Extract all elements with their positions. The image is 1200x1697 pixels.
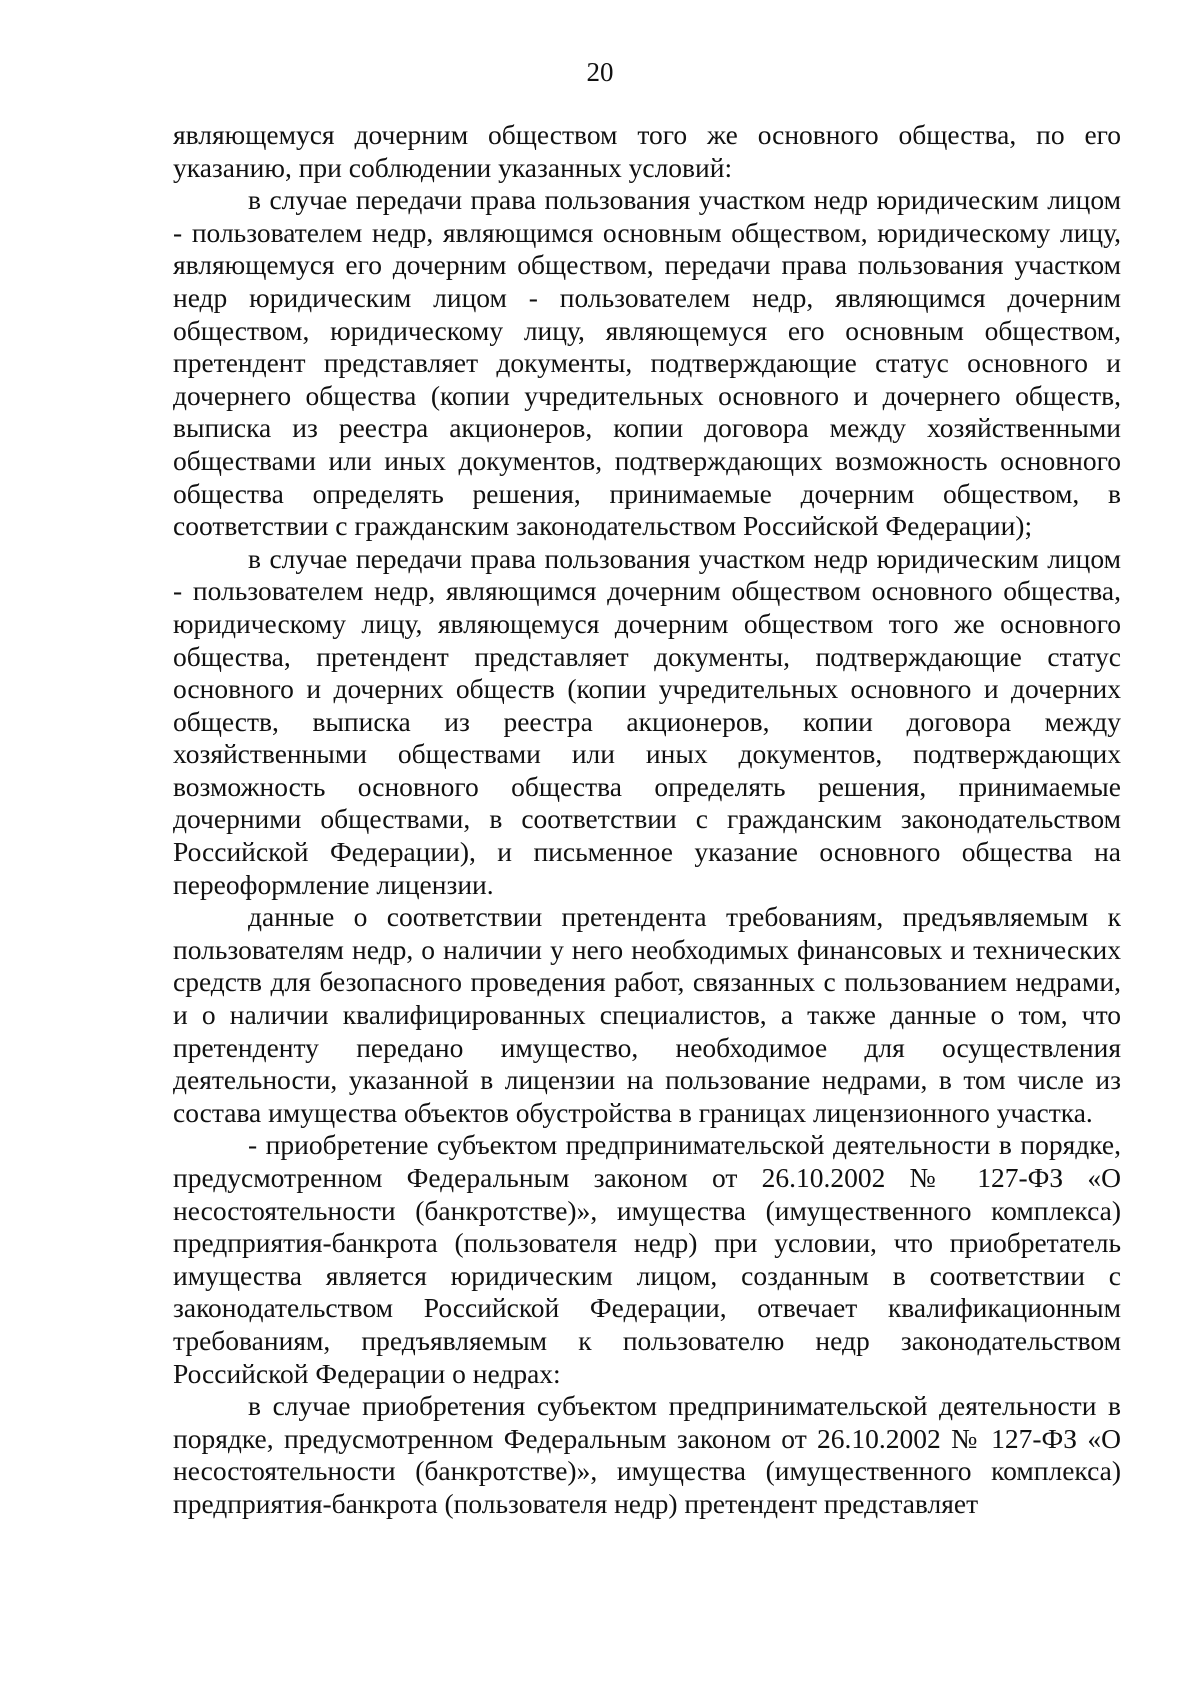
paragraph-5: - приобретение субъектом предпринимательской деятельности в порядке, предусмотренном Федеральным законом от 26.10.2002 № 127-ФЗ «О несостоятельности (банкротстве)», имущества (имущественного комплекса) предприятия-банкрота (пользователя недр) при условии, что приобретатель имущества является юридическим лицом, созданным в соответствии с законодательством Российской Федерации, отвечает квалификационным требованиям, предъявляемым к пользователю недр законодательством Российской Федерации о недрах:	[173, 1129, 1121, 1389]
page-number: 20	[586, 57, 614, 87]
paragraph-3: в случае передачи права пользования участком недр юридическим лицом - пользователем недр, являющимся дочерним обществом основного общества, юридическому лицу, являющемуся дочерним обществом того же основного общества, претендент представляет документы, подтверждающие статус основного и дочерних обществ (копии учредительных основного и дочерних обществ, выписка из реестра акционеров, копии договора между хозяйственными обществами или иных документов, подтверждающих возможность основного общества определять решения, принимаемые дочерними обществами, в соответствии с гражданским законодательством Российской Федерации), и письменное указание основного общества на переоформление лицензии.	[173, 542, 1121, 900]
paragraph-4: данные о соответствии претендента требованиям, предъявляемым к пользователям недр, о наличии у него необходимых финансовых и технических средств для безопасного проведения работ, связанных с пользованием недрами, и о наличии квалифицированных специалистов, а также данные о том, что претенденту передано имущество, необходимое для осуществления деятельности, указанной в лицензии на пользование недрами, в том числе из состава имущества объектов обустройства в границах лицензионного участка.	[173, 901, 1121, 1128]
document-body	[173, 119, 1121, 1521]
paragraph-6: в случае приобретения субъектом предпринимательской деятельности в порядке, предусмотренном Федеральным законом от 26.10.2002 № 127-ФЗ «О несостоятельности (банкротстве)», имущества (имущественного комплекса) предприятия-банкрота (пользователя недр) претендент представляет	[173, 1390, 1121, 1519]
paragraph-1: являющемуся дочерним обществом того же основного общества, по его указанию, при соблюдении указанных условий:	[173, 119, 1121, 183]
paragraph-2: в случае передачи права пользования участком недр юридическим лицом - пользователем недр, являющимся основным обществом, юридическому лицу, являющемуся его дочерним обществом, передачи права пользования участком недр юридическим лицом - пользователем недр, являющимся дочерним обществом, юридическому лицу, являющемуся его основным обществом, претендент представляет документы, подтверждающие статус основного и дочернего общества (копии учредительных основного и дочернего обществ, выписка из реестра акционеров, копии договора между хозяйственными обществами или иных документов, подтверждающих возможность основного общества определять решения, принимаемые дочерним обществом, в соответствии с гражданским законодательством Российской Федерации);	[173, 184, 1121, 542]
